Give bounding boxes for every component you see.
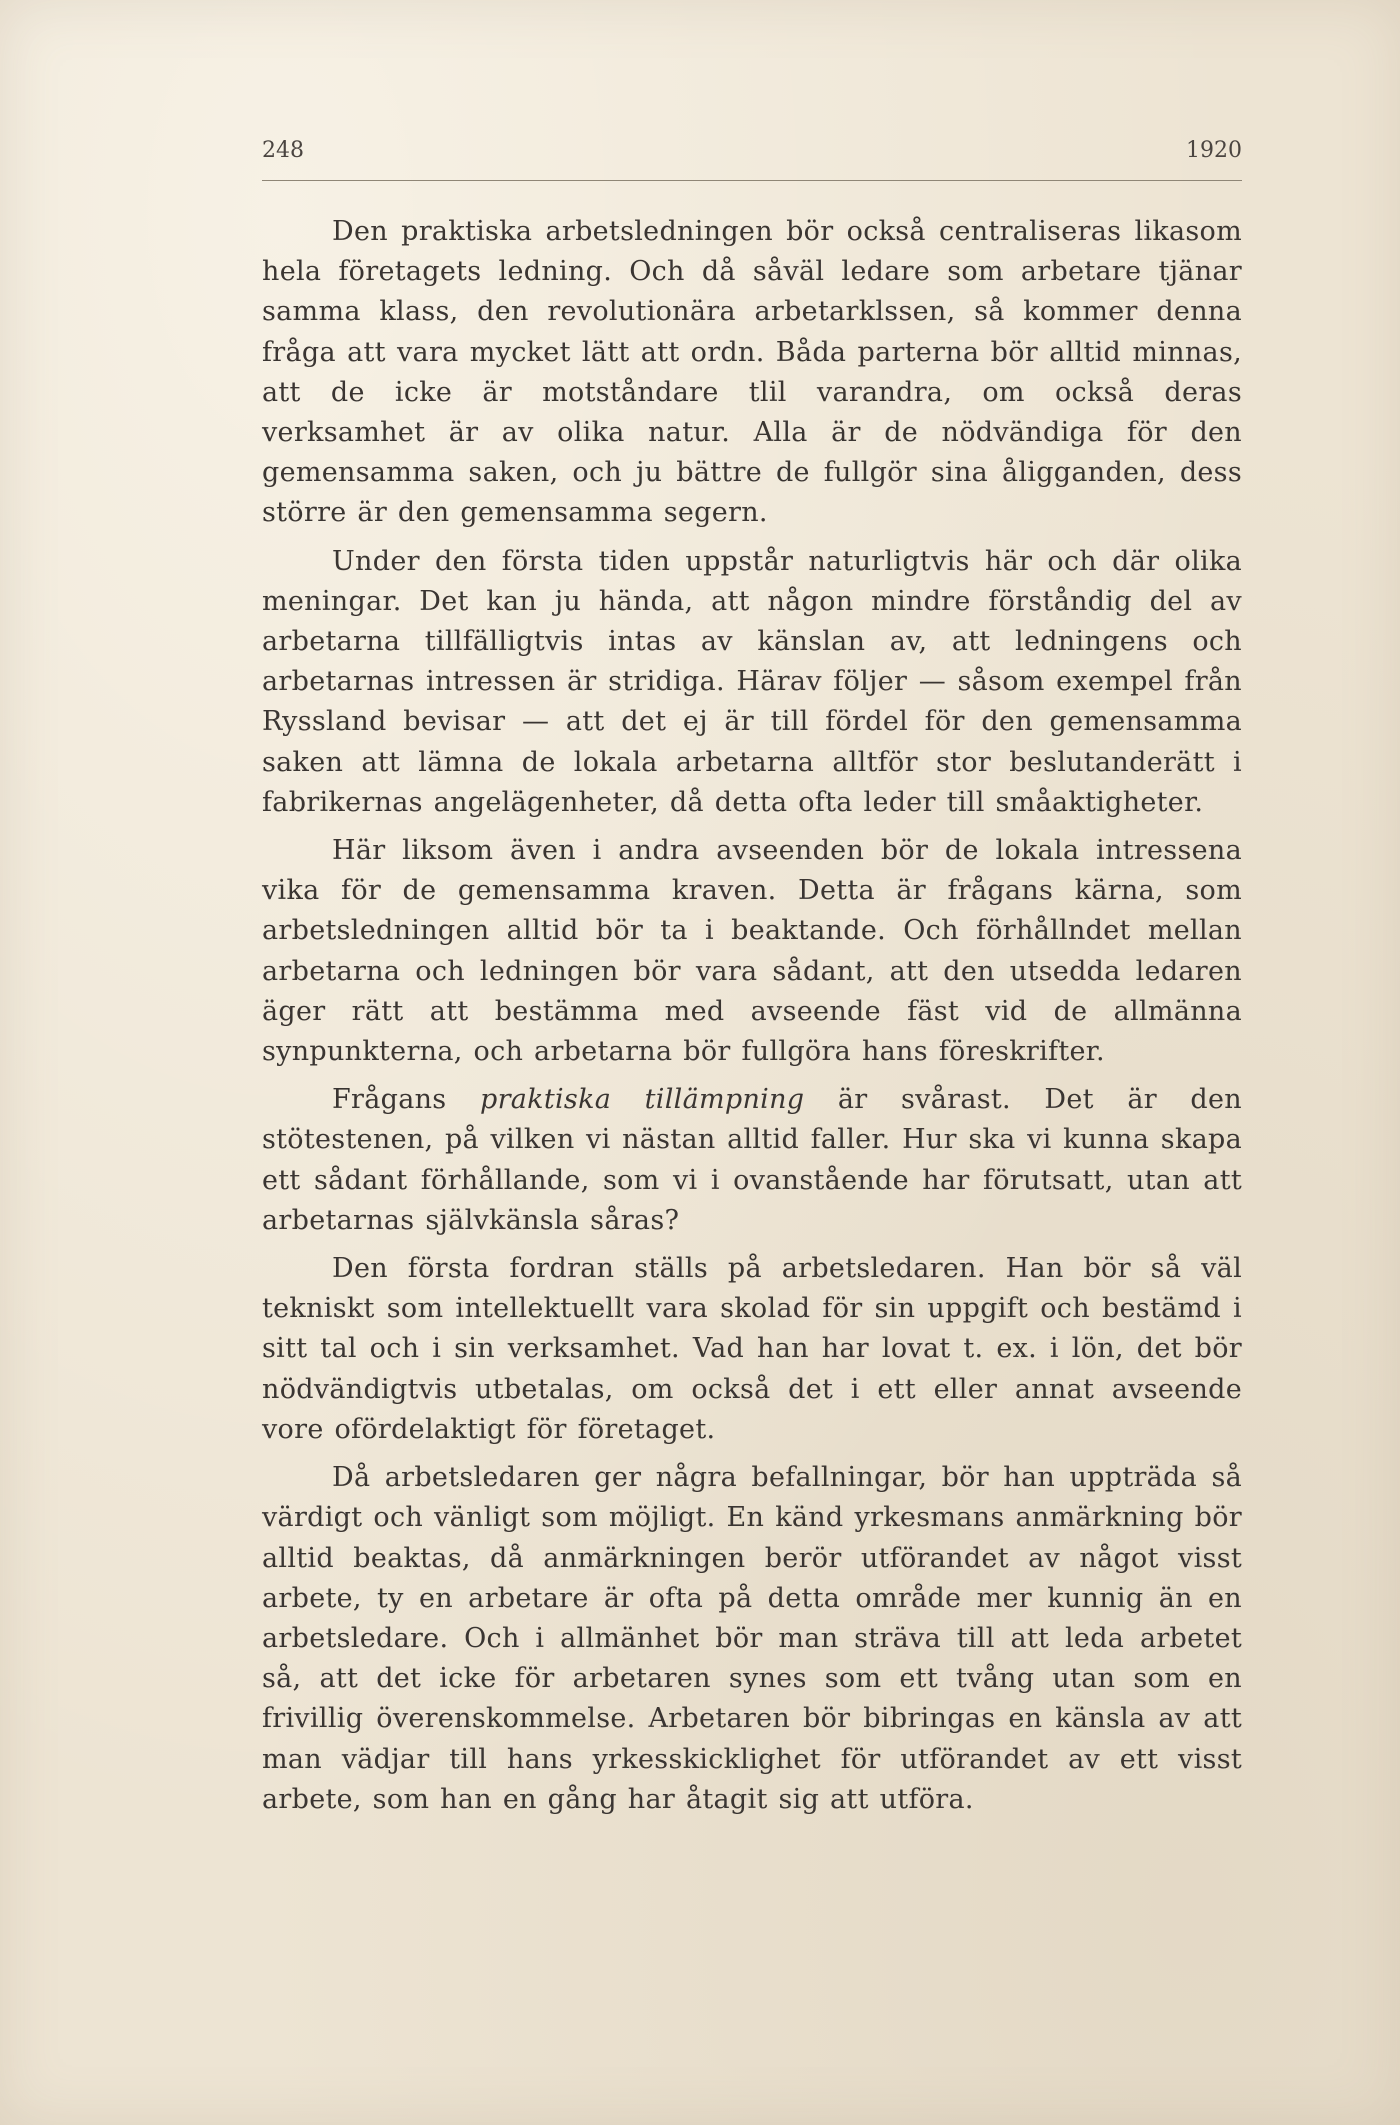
page-year: 1920	[1186, 138, 1242, 163]
paragraph-5: Den första fordran ställs på arbetsledaren. Han bör så väl tekniskt som intellektuellt vara skolad för sin uppgift och bestämd i sitt tal och i sin verksamhet. Vad han har lovat t. ex. i lön, det bör nödvändigtvis utbetalas, om också det i ett eller annat avseende vore ofördelaktigt för företaget.	[262, 1253, 1242, 1445]
body-text	[262, 212, 1242, 1828]
paragraph-1: Den praktiska arbetsledningen bör också centraliseras likasom hela företagets ledning. Och då såväl ledare som arbetare tjänar samma klass, den revolutionära arbetarklssen, så kommer denna fråga att vara mycket lätt att ordn. Båda parterna bör alltid minnas, att de icke är motståndare tlil varandra, om också deras verksamhet är av olika natur. Alla är de nödvändiga för den gemensamma saken, och ju bättre de fullgör sina åligganden, dess större är den gemensamma segern.	[262, 216, 1242, 529]
paragraph-3: Här liksom även i andra avseenden bör de lokala intressena vika för de gemensamma kraven. Detta är frågans kärna, som arbetsledningen alltid bör ta i beaktande. Och förhållndet mellan arbetarna och ledningen bör vara sådant, att den utsedda ledaren äger rätt att bestämma med avseende fäst vid de allmänna synpunkterna, och arbetarna bör fullgöra hans föreskrifter.	[262, 835, 1242, 1068]
paragraph-2: Under den första tiden uppstår naturligtvis här och där olika meningar. Det kan ju hända, att någon mindre förståndig del av arbetarna tillfälligtvis intas av känslan av, att ledningens och arbetarnas intressen är stridiga. Härav följer — såsom exempel från Ryssland bevisar — att det ej är till fördel för den gemensamma saken att lämna de lokala arbetarna alltför stor beslutanderätt i fabrikernas angelägenheter, då detta ofta leder till småaktigheter.	[262, 545, 1242, 818]
emphasized-phrase: praktiska tillämpning	[479, 1084, 805, 1116]
paragraph-4-lead: Frågans	[332, 1084, 480, 1116]
paragraph-6: Då arbetsledaren ger några befallningar, bör han uppträda så värdigt och vänligt som möjligt. En känd yrkesmans anmärkning bör alltid beaktas, då anmärkningen berör utförandet av något visst arbete, ty en arbetare är ofta på detta område mer kunnig än en arbetsledare. Och i allmänhet bör man sträva till att leda arbetet så, att det icke för arbetaren synes som ett tvång utan som en frivillig överenskommelse. Arbetaren bör bibringas en känsla av att man vädjar till hans yrkesskicklighet för utförandet av ett visst arbete, som han en gång har åtagit sig att utföra.	[262, 1462, 1242, 1815]
running-head	[262, 138, 1242, 174]
page-number: 248	[262, 138, 304, 163]
header-rule	[262, 180, 1242, 181]
paragraph-4-rest: är svårast. Det är den stötestenen, på vilken vi nästan alltid faller. Hur ska vi kunna skapa ett sådant förhållande, som vi i ovanstående har förutsatt, utan att arbetarnas självkänsla såras?	[262, 1084, 1242, 1236]
paragraph-4	[262, 1080, 1242, 1241]
